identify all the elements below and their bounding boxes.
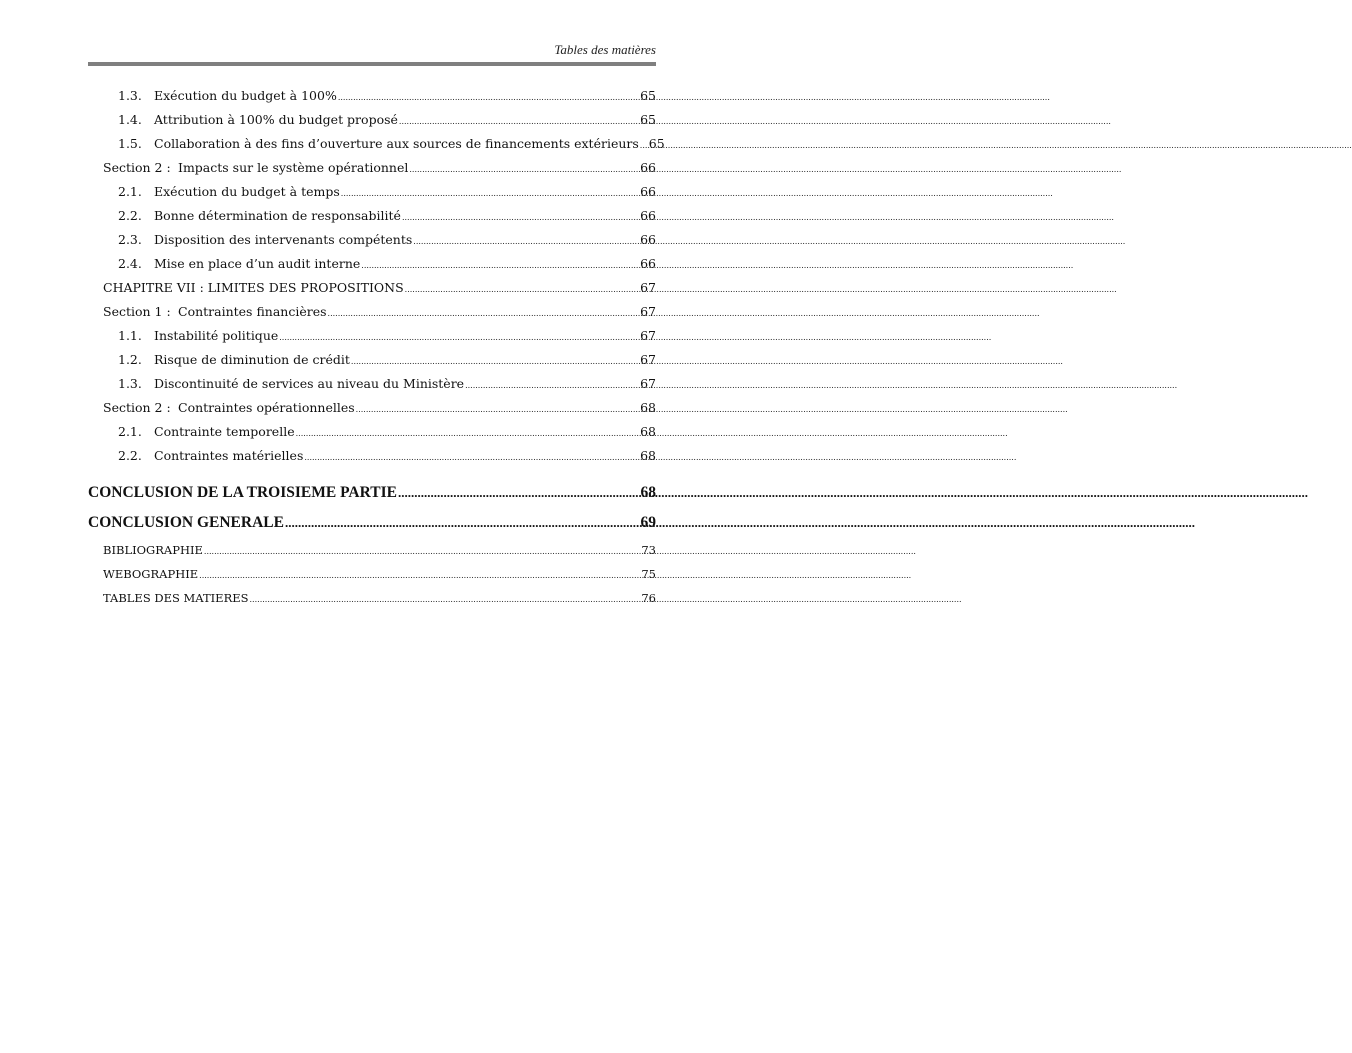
toc-entry-page: 68: [640, 484, 656, 501]
toc-entry-page: 65: [648, 136, 665, 151]
toc-entry-title: Exécution du budget à temps: [154, 184, 340, 199]
toc-entry-page: 67: [640, 304, 656, 319]
toc-entry[interactable]: [88, 444, 656, 468]
toc-entry-page: 67: [640, 352, 656, 367]
toc-entry-number: 2.1.: [118, 184, 142, 199]
toc-annex-entry[interactable]: [88, 586, 656, 610]
toc-chapter-entry[interactable]: [88, 276, 656, 300]
toc-major-title: CONCLUSION DE LA TROISIEME PARTIE: [88, 484, 397, 501]
toc-entry-title: Risque de diminution de crédit: [154, 352, 350, 367]
toc-major-entry[interactable]: [88, 478, 656, 508]
dot-leader: [204, 538, 640, 564]
dot-leader: [398, 478, 640, 508]
toc-entry[interactable]: [88, 180, 656, 204]
toc-entry-page: 67: [640, 280, 656, 295]
dot-leader: [199, 562, 640, 588]
toc-entry-page: 66: [640, 160, 656, 175]
toc-entry-title: Mise en place d’un audit interne: [154, 256, 361, 271]
toc-major-entry[interactable]: [88, 508, 656, 538]
toc-entry[interactable]: [88, 204, 656, 228]
toc-entry-page: 67: [640, 376, 656, 391]
toc-entry[interactable]: [88, 108, 656, 132]
toc-entry[interactable]: [88, 228, 656, 252]
toc-entry-page: 76: [641, 591, 656, 605]
toc-entry[interactable]: [88, 348, 656, 372]
toc-entry-title: Bonne détermination de responsabilité: [154, 208, 401, 223]
toc-entry-number: 1.3.: [118, 376, 142, 391]
toc-entry-number: 1.1.: [118, 328, 142, 343]
header-rule: [88, 62, 656, 66]
toc-entry-title: Instabilité politique: [154, 328, 279, 343]
dot-leader: [402, 204, 639, 230]
toc-entry-title: Collaboration à des fins d’ouverture aux sources de financements extérieurs: [154, 136, 639, 151]
toc-entry-number: 1.5.: [118, 136, 142, 151]
dot-leader: [409, 156, 639, 182]
toc-section-entry[interactable]: [88, 300, 656, 324]
dot-leader: [465, 372, 639, 398]
toc-chapter-title: CHAPITRE VII : LIMITES DES PROPOSITIONS: [103, 280, 404, 295]
dot-leader: [328, 300, 640, 326]
toc-major-title: CONCLUSION GENERALE: [88, 514, 284, 531]
dot-leader: [250, 586, 641, 612]
toc-entry-page: 66: [640, 256, 656, 271]
toc-section-label: Section 2 :: [103, 160, 171, 175]
toc-annex-entry[interactable]: [88, 562, 656, 586]
toc-entry-page: 68: [640, 448, 656, 463]
toc-annex-title: BIBLIOGRAPHIE: [103, 543, 203, 557]
toc-entry[interactable]: [88, 84, 656, 108]
toc-entry-title: Contrainte temporelle: [154, 424, 295, 439]
toc-entry-number: 2.4.: [118, 256, 142, 271]
toc-entry-title: Disposition des intervenants compétents: [154, 232, 413, 247]
toc-entry-page: 73: [641, 543, 656, 557]
toc-entry-title: Impacts sur le système opérationnel: [178, 160, 409, 175]
toc-entry-title: Discontinuité de services au niveau du Ministère: [154, 376, 465, 391]
toc-entry-title: Attribution à 100% du budget proposé: [154, 112, 398, 127]
toc-section-entry[interactable]: [88, 396, 656, 420]
dot-leader: [304, 444, 639, 470]
dot-leader: [361, 252, 639, 278]
toc-entry-page: 75: [641, 567, 656, 581]
toc-entry-page: 66: [640, 232, 656, 247]
toc-entry-number: 2.1.: [118, 424, 142, 439]
dot-leader: [356, 396, 639, 422]
dot-leader: [413, 228, 639, 254]
toc-entry-number: 1.2.: [118, 352, 142, 367]
toc-entry[interactable]: [88, 132, 665, 156]
toc-section-entry[interactable]: [88, 156, 656, 180]
toc-entry[interactable]: [88, 372, 656, 396]
toc-entry-number: 2.3.: [118, 232, 142, 247]
dot-leader: [351, 348, 639, 374]
toc-entry-page: 68: [640, 400, 656, 415]
toc-entry-number: 1.4.: [118, 112, 142, 127]
dot-leader: [296, 420, 639, 446]
dot-leader: [338, 84, 639, 110]
dot-leader: [341, 180, 639, 206]
dot-leader: [285, 508, 640, 538]
toc-entry-page: 69: [640, 514, 656, 531]
table-of-contents: [88, 84, 665, 610]
running-header: Tables des matières: [554, 42, 656, 57]
toc-entry-title: Exécution du budget à 100%: [154, 88, 337, 103]
toc-annex-title: TABLES DES MATIERES: [103, 591, 249, 605]
toc-annex-title: WEBOGRAPHIE: [103, 567, 199, 581]
toc-entry-number: 1.3.: [118, 88, 142, 103]
dot-leader: [405, 276, 639, 302]
toc-section-label: Section 2 :: [103, 400, 171, 415]
toc-entry-page: 66: [640, 184, 656, 199]
toc-entry[interactable]: [88, 252, 656, 276]
toc-entry-title: Contraintes opérationnelles: [178, 400, 355, 415]
toc-entry-page: 65: [640, 112, 656, 127]
toc-entry-page: 66: [640, 208, 656, 223]
toc-entry-number: 2.2.: [118, 208, 142, 223]
toc-section-label: Section 1 :: [103, 304, 171, 319]
toc-entry-page: 67: [640, 328, 656, 343]
toc-entry[interactable]: [88, 324, 656, 348]
toc-entry[interactable]: [88, 420, 656, 444]
toc-entry-title: Contraintes matérielles: [154, 448, 304, 463]
toc-entry-page: 68: [640, 424, 656, 439]
dot-leader: [640, 132, 648, 158]
dot-leader: [279, 324, 639, 350]
toc-entry-page: 65: [640, 88, 656, 103]
toc-entry-title: Contraintes financières: [178, 304, 327, 319]
dot-leader: [399, 108, 639, 134]
toc-entry-number: 2.2.: [118, 448, 142, 463]
toc-annex-entry[interactable]: [88, 538, 656, 562]
